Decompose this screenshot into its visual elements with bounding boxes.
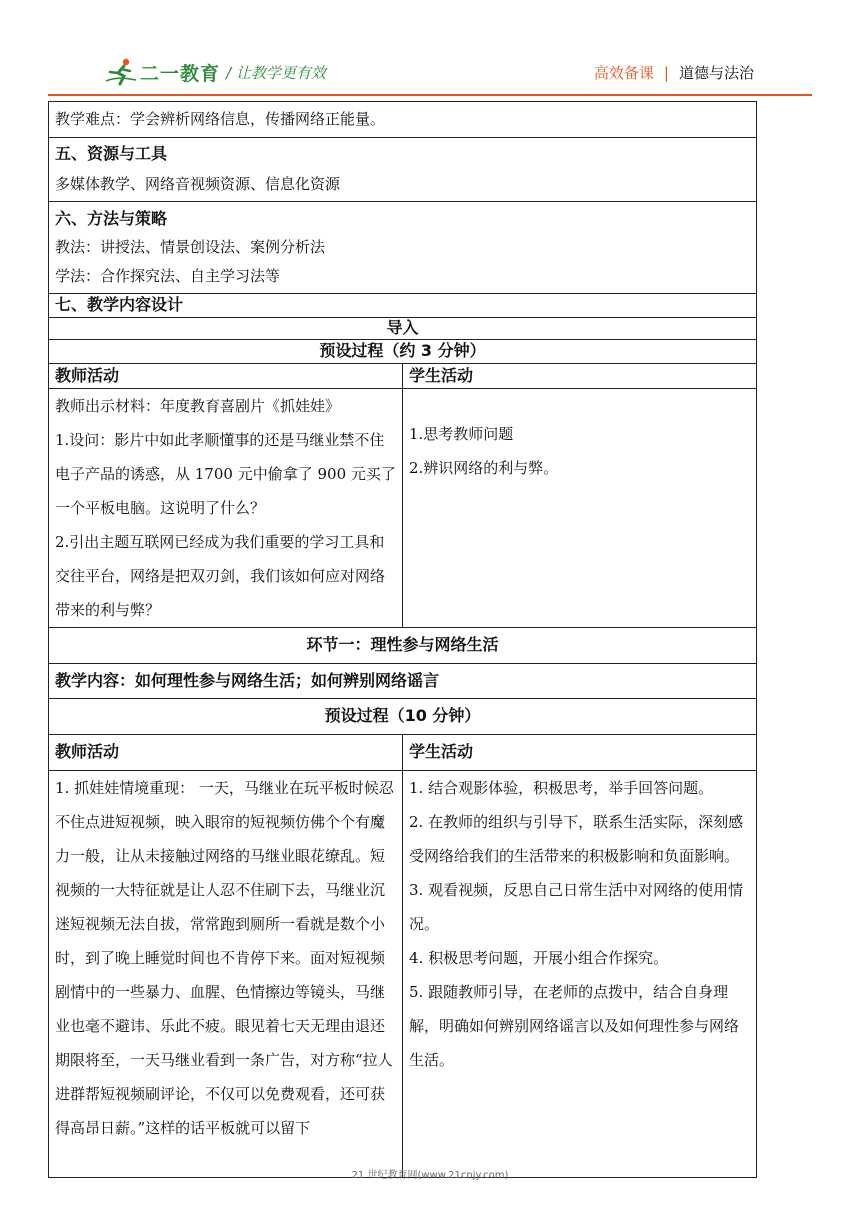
logo-name: 二一教育 [140,62,221,85]
section-title-design: 七、教学内容设计 [49,294,757,318]
stage1-student-line: 2. 在教师的组织与引导下，联系生活实际，深刻感受网络给我们的生活带来的积极影响和负面影响。 [409,813,744,865]
stage1-student-activity [403,771,757,1178]
intro-teacher-activity [49,389,403,628]
intro-teacher-head: 教师活动 [49,364,403,389]
header-separator: | [663,63,669,82]
stage1-student-line: 5. 跟随教师引导，在老师的点拨中，结合自身理解，明确如何辨别网络谣言以及如何理性参与网络生活。 [409,983,740,1069]
methods-section [49,202,757,294]
stage1-title: 环节一：理性参与网络生活 [49,628,757,664]
difficulty-row: 教学难点：学会辨析网络信息，传播网络正能量。 [49,102,757,138]
stage1-teacher-activity: 1. 抓娃娃情境重现： 一天，马继业在玩平板时候忍不住点进短视频，映入眼帘的短视频仿佛个个有魔力一般，让从未接触过网络的马继业眼花缭乱。短视频的一大特征就是让人忍不住刷下去，马继业沉迷短视频无法自拔，常常跑到厕所一看就是数个小时，到了晚上睡觉时间也不肯停下来。面对短视频剧情中的一些暴力、血腥、色情擦边等镜头，马继业也毫不避讳、乐此不疲。眼见着七天无理由退还期限将至，一天马继业看到一条广告，对方称“拉人进群帮短视频刷评论，不仅可以免费观看，还可获得高昂日薪。”这样的话平板就可以留下 [49,771,403,1178]
intro-student-activity [403,389,757,628]
section-title-resources: 五、资源与工具 [55,144,168,163]
resources-text: 多媒体教学、网络音视频资源、信息化资源 [55,175,341,193]
logo-slogan: / 让教学更有效 [226,63,326,82]
intro-student-line: 2.辨识网络的利与弊。 [409,459,559,477]
resources-section [49,138,757,202]
intro-teacher-line: 1.设问：影片中如此孝顺懂事的还是马继业禁不住电子产品的诱惑，从 1700 元中偷拿了 900 元买了一个平板电脑。这说明了什么？ [55,431,396,517]
header-label-subject: 道德与法治 [678,64,754,82]
stage1-student-line: 4. 积极思考问题，开展小组合作探究。 [409,949,669,967]
logo [104,57,326,87]
methods-learn: 学法：合作探究法、自主学习法等 [55,267,281,285]
page-footer: 21 世纪教育网(www.21cnjy.com) [351,1170,509,1181]
stage1-content: 教学内容：如何理性参与网络生活；如何辨别网络谣言 [49,664,757,699]
stage1-student-head: 学生活动 [403,735,757,771]
page-header [0,0,860,100]
intro-title: 导入 [49,318,757,340]
stage1-teacher-head: 教师活动 [49,735,403,771]
stage1-student-line: 3. 观看视频，反思自己日常生活中对网络的使用情况。 [409,881,744,933]
header-divider [48,94,812,96]
stage1-process: 预设过程（10 分钟） [49,699,757,735]
stage1-student-line: 1. 结合观影体验，积极思考，举手回答问题。 [409,779,714,797]
intro-student-head: 学生活动 [403,364,757,389]
runner-logo-icon [104,57,138,87]
header-label-prep: 高效备课 [593,64,654,82]
intro-teacher-line: 2.引出主题互联网已经成为我们重要的学习工具和交往平台，网络是把双刃剑，我们该如何应对网络带来的利与弊？ [55,533,386,619]
section-title-methods: 六、方法与策略 [55,209,168,228]
intro-process: 预设过程（约 3 分钟） [49,340,757,364]
methods-teach: 教法：讲授法、情景创设法、案例分析法 [55,238,326,256]
header-subject [594,62,754,83]
intro-teacher-line: 教师出示材料：年度教育喜剧片《抓娃娃》 [55,397,341,415]
intro-student-line: 1.思考教师问题 [409,425,514,443]
lesson-plan-table [48,101,757,1178]
